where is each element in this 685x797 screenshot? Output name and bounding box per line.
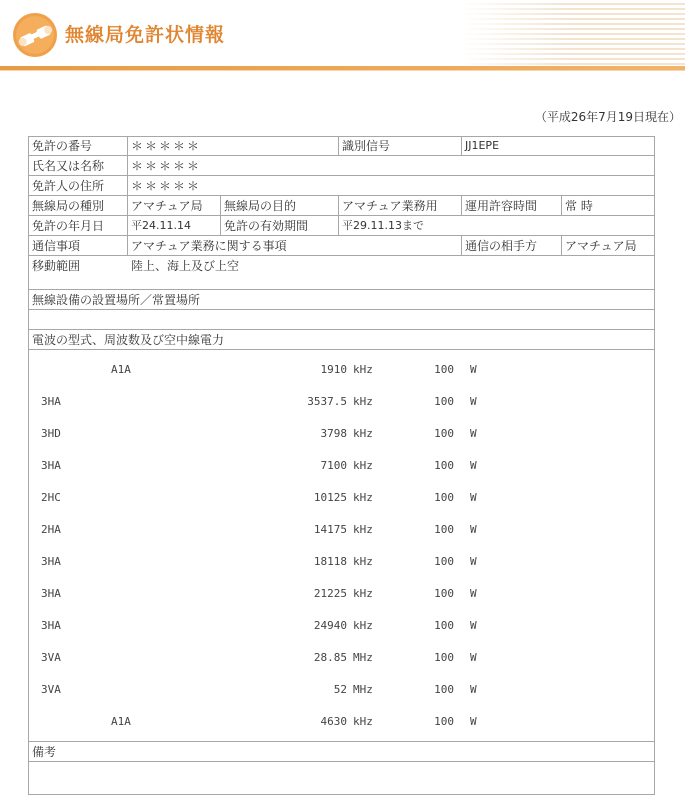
movement-label: 移動範囲 bbox=[32, 259, 81, 273]
emission-row bbox=[29, 515, 654, 547]
movement-value: 陸上、海上及び上空 bbox=[131, 259, 240, 273]
emission-type: 3VA bbox=[41, 651, 61, 664]
row-divider bbox=[29, 741, 654, 742]
emission-frequency-unit: kHz bbox=[353, 363, 373, 376]
comm-partner-label: 通信の相手方 bbox=[465, 239, 538, 253]
as-of-date: （平成26年7月19日現在） bbox=[534, 110, 681, 124]
emission-frequency-unit: kHz bbox=[353, 619, 373, 632]
emission-frequency: 18118 bbox=[313, 555, 347, 568]
license-date-label: 免許の年月日 bbox=[32, 219, 105, 233]
emission-frequency-unit: kHz bbox=[353, 427, 373, 440]
emission-frequency: 1910 bbox=[320, 363, 347, 376]
emission-power: 100 bbox=[434, 587, 454, 600]
license-number-label: 免許の番号 bbox=[32, 139, 93, 153]
emission-row bbox=[29, 643, 654, 675]
name-label: 氏名又は名称 bbox=[32, 159, 105, 173]
row-divider bbox=[29, 175, 654, 176]
emission-type: 2HA bbox=[41, 523, 61, 536]
emission-frequency: 3798 bbox=[320, 427, 347, 440]
emission-type: 3HA bbox=[41, 395, 61, 408]
row-divider bbox=[29, 761, 654, 762]
address-value: ＊＊＊＊＊ bbox=[131, 179, 202, 193]
emission-power-unit: W bbox=[470, 491, 477, 504]
emission-frequency-unit: kHz bbox=[353, 491, 373, 504]
license-number-value: ＊＊＊＊＊ bbox=[131, 139, 202, 153]
emission-power: 100 bbox=[434, 715, 454, 728]
operating-time-value: 常 時 bbox=[565, 199, 593, 213]
emission-power-unit: W bbox=[470, 715, 477, 728]
emission-row bbox=[29, 547, 654, 579]
station-type-label: 無線局の種別 bbox=[32, 199, 105, 213]
header-rule-light bbox=[0, 70, 685, 71]
emission-power: 100 bbox=[434, 427, 454, 440]
operating-time-label: 運用許容時間 bbox=[465, 199, 538, 213]
emission-power: 100 bbox=[434, 395, 454, 408]
emission-row bbox=[29, 707, 654, 739]
emission-frequency: 10125 bbox=[313, 491, 347, 504]
emission-row bbox=[29, 579, 654, 611]
binoculars-icon bbox=[12, 12, 58, 58]
emission-power-unit: W bbox=[470, 395, 477, 408]
emission-frequency: 4630 bbox=[320, 715, 347, 728]
emission-frequency-unit: kHz bbox=[353, 587, 373, 600]
emission-frequency-unit: MHz bbox=[353, 683, 373, 696]
name-value: ＊＊＊＊＊ bbox=[131, 159, 202, 173]
emission-frequency-unit: kHz bbox=[353, 715, 373, 728]
callsign-value: JJ1EPE bbox=[465, 139, 500, 152]
emission-frequency-unit: kHz bbox=[353, 395, 373, 408]
emission-row bbox=[29, 451, 654, 483]
emission-power-unit: W bbox=[470, 459, 477, 472]
location-label: 無線設備の設置場所／常置場所 bbox=[32, 293, 201, 307]
comm-matter-value: アマチュア業務に関する事項 bbox=[131, 239, 287, 253]
emission-frequency: 52 bbox=[333, 683, 347, 696]
address-label: 免許人の住所 bbox=[32, 179, 105, 193]
emission-power-unit: W bbox=[470, 619, 477, 632]
emission-type: 3VA bbox=[41, 683, 61, 696]
callsign-label: 識別信号 bbox=[342, 139, 391, 153]
emission-frequency: 14175 bbox=[313, 523, 347, 536]
emission-frequency-unit: kHz bbox=[353, 459, 373, 472]
emission-frequency: 21225 bbox=[313, 587, 347, 600]
emission-row bbox=[29, 675, 654, 707]
emission-row bbox=[29, 387, 654, 419]
license-table bbox=[28, 136, 655, 795]
emission-power: 100 bbox=[434, 363, 454, 376]
emission-type: 3HA bbox=[41, 555, 61, 568]
emission-power-unit: W bbox=[470, 555, 477, 568]
emission-label: 電波の型式、周波数及び空中線電力 bbox=[32, 333, 225, 347]
emission-frequency: 24940 bbox=[313, 619, 347, 632]
emission-row bbox=[29, 483, 654, 515]
emission-type: 3HA bbox=[41, 459, 61, 472]
emission-type: 3HA bbox=[41, 619, 61, 632]
emission-power-unit: W bbox=[470, 683, 477, 696]
validity-value: 平29.11.13まで bbox=[342, 219, 424, 232]
page-title: 無線局免許状情報 bbox=[65, 24, 226, 46]
emission-frequency-unit: kHz bbox=[353, 523, 373, 536]
emission-power-unit: W bbox=[470, 427, 477, 440]
row-divider bbox=[29, 255, 654, 256]
emission-power: 100 bbox=[434, 491, 454, 504]
emission-type: 3HD bbox=[41, 427, 61, 440]
page-header bbox=[0, 0, 685, 72]
emission-row bbox=[29, 355, 654, 387]
station-type-value: アマチュア局 bbox=[131, 199, 203, 213]
emission-row bbox=[29, 419, 654, 451]
comm-matter-label: 通信事項 bbox=[32, 239, 81, 253]
emission-power: 100 bbox=[434, 459, 454, 472]
emission-frequency: 3537.5 bbox=[307, 395, 347, 408]
emission-power: 100 bbox=[434, 523, 454, 536]
emission-power: 100 bbox=[434, 683, 454, 696]
header-fade bbox=[460, 0, 570, 66]
emission-type: 3HA bbox=[41, 587, 61, 600]
emission-power-unit: W bbox=[470, 523, 477, 536]
emission-power-unit: W bbox=[470, 587, 477, 600]
emission-frequency-unit: MHz bbox=[353, 651, 373, 664]
emission-type: A1A bbox=[111, 363, 131, 376]
emission-frequency: 28.85 bbox=[313, 651, 347, 664]
emission-power: 100 bbox=[434, 555, 454, 568]
remarks-label: 備考 bbox=[32, 745, 57, 759]
emission-row bbox=[29, 611, 654, 643]
emission-power: 100 bbox=[434, 651, 454, 664]
license-date-value: 平24.11.14 bbox=[131, 219, 191, 232]
purpose-label: 無線局の目的 bbox=[224, 199, 297, 213]
emission-type: 2HC bbox=[41, 491, 61, 504]
emission-power: 100 bbox=[434, 619, 454, 632]
emission-power-unit: W bbox=[470, 363, 477, 376]
purpose-value: アマチュア業務用 bbox=[342, 199, 438, 213]
emission-frequency: 7100 bbox=[320, 459, 347, 472]
comm-partner-value: アマチュア局 bbox=[565, 239, 637, 253]
emission-power-unit: W bbox=[470, 651, 477, 664]
validity-label: 免許の有効期間 bbox=[224, 219, 309, 233]
emission-type: A1A bbox=[111, 715, 131, 728]
emission-frequency-unit: kHz bbox=[353, 555, 373, 568]
